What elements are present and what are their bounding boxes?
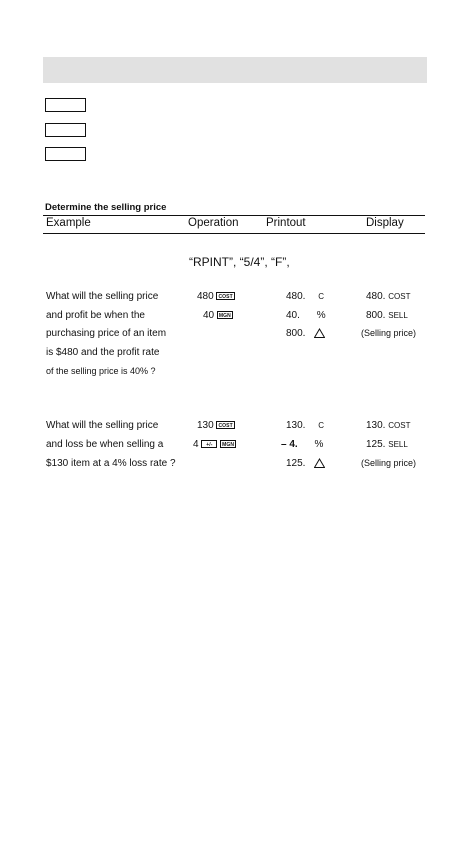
op-row-2 [193,439,236,450]
printout-symbol: C [318,292,325,301]
printout-value: 40. [286,310,300,321]
printout-symbol: % [314,439,324,450]
example-1-line-5: of the selling price is 40% ? [46,366,156,376]
display-row-1 [366,291,410,302]
example-2-line-3: $130 item at a 4% loss rate ? [46,458,176,469]
printout-row-3 [286,458,325,469]
display-row-3 [361,458,416,468]
op-row-1 [197,291,235,302]
display-row-2 [366,439,408,450]
key-box-3 [45,147,86,161]
display-value: 800. [366,310,386,321]
printout-row-1 [286,420,324,431]
display-label: SELL [388,440,408,449]
op-row-2 [203,310,233,321]
display-value: 130. [366,420,386,431]
display-label: (Selling price) [361,328,417,338]
header-rule [43,233,425,234]
example-2-line-1: What will the selling price [46,420,159,431]
top-rule [43,215,425,216]
printout-value: – 4. [281,439,298,450]
settings-line: “RPINT”, “5/4”, “F”, [189,255,290,269]
printout-row-3 [286,328,325,339]
printout-value: 130. [286,420,306,431]
mgn-key-icon: MGN [217,311,233,319]
printout-value: 125. [286,458,306,469]
key-box-1 [45,98,86,112]
display-row-3 [361,328,416,338]
header-printout: Printout [266,217,306,229]
op-value: 4 [193,439,199,450]
display-value: 480. [366,291,386,302]
op-value: 130 [197,420,214,431]
triangle-icon [314,328,325,338]
example-1-line-2: and profit be when the [46,310,145,321]
display-label: (Selling price) [361,458,417,468]
plus-minus-key-icon: +/- [201,440,217,448]
display-row-2 [366,310,408,321]
header-example: Example [46,217,91,229]
header-display: Display [366,217,404,229]
section-title: Determine the selling price [45,202,167,213]
printout-row-2 [281,439,323,450]
printout-symbol: % [316,310,326,321]
example-1-line-1: What will the selling price [46,291,159,302]
example-1-line-3: purchasing price of an item [46,328,167,339]
display-label: SELL [388,311,408,320]
mgn-key-icon: MGN [220,440,236,448]
display-row-1 [366,420,410,431]
cost-key-icon: COST [218,294,233,301]
printout-row-1 [286,291,324,302]
op-value: 40 [203,310,215,321]
key-box-2 [45,123,86,137]
header-operation: Operation [188,217,239,229]
printout-value: 800. [286,328,306,339]
op-value: 480 [197,291,214,302]
example-1-line-4: is $480 and the profit rate [46,347,160,358]
op-row-1 [197,420,235,431]
display-label: COST [388,421,411,430]
display-value: 125. [366,439,386,450]
cost-key-icon: COST [218,423,233,430]
display-label: COST [388,292,411,301]
header-bar [43,57,427,83]
printout-symbol: C [318,421,325,430]
printout-row-2 [286,310,326,321]
example-2-line-2: and loss be when selling a [46,439,164,450]
triangle-icon [314,458,325,468]
printout-value: 480. [286,291,306,302]
